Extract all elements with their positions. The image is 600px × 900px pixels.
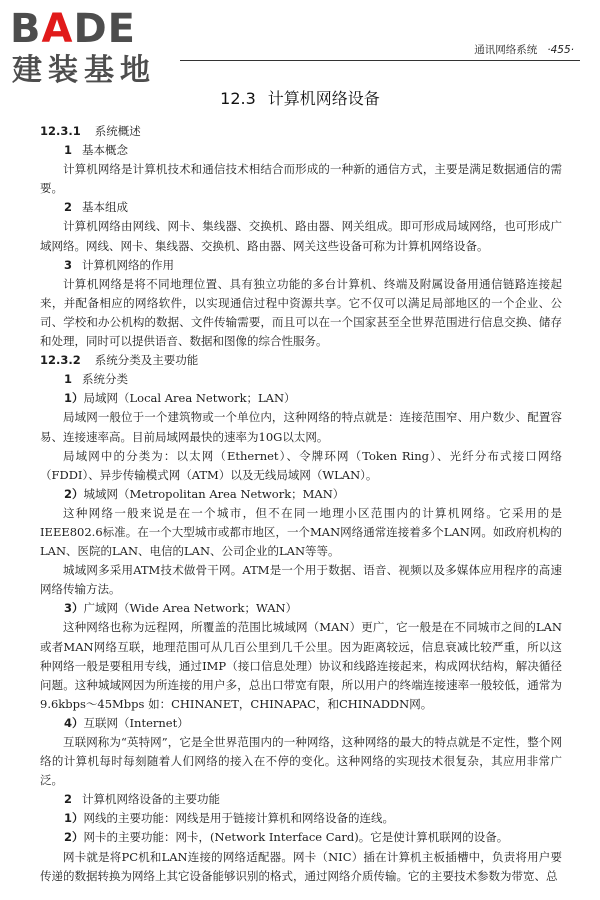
page-number: ·455· [547, 44, 574, 56]
subsection-number: 1 [64, 372, 73, 387]
subsection-title: 系统分类 [82, 372, 129, 387]
chapter-title: 计算机网络设备 [267, 89, 380, 108]
page-body [40, 122, 562, 886]
paragraph-basic-concept: 计算机网络是计算机技术和通信技术相结合而形成的一种新的通信方式，主要是满足数据通信的需要。 [40, 162, 562, 196]
item-heading-wan [40, 599, 562, 618]
logo-wordmark [10, 6, 136, 52]
logo-letter-b: B [10, 6, 42, 52]
item-heading-lan [40, 389, 562, 408]
paragraph-lan-types: 局域网中的分类为：以太网（Ethernet）、令牌环网（Token Ring）、光纤分布式接口网络（FDDI）、异步传输模式网（ATM）以及无线局域网（WLAN）。 [40, 448, 562, 482]
item-text: 网线的主要功能：网线是用于链接计算机和网络设备的连线。 [83, 811, 395, 826]
section-number: 12.3.2 [40, 353, 81, 368]
item-heading-internet [40, 714, 562, 733]
logo-letters-de: DE [73, 6, 136, 52]
logo-subtitle: 建装基地 [12, 53, 156, 88]
item-text: 互联网（Internet） [83, 715, 189, 730]
item-number: 1） [64, 811, 84, 826]
logo-letter-a: A [41, 6, 74, 52]
subsection-heading-device-functions [40, 790, 562, 809]
item-number: 2） [64, 486, 84, 501]
section-title: 系统分类及主要功能 [94, 353, 199, 368]
section-number: 12.3.1 [40, 124, 81, 138]
subsection-number: 1 [64, 143, 73, 158]
section-title: 系统概述 [94, 124, 141, 138]
item-text: 网卡的主要功能：网卡，(Network Interface Card)。它是使计算机联网的设备。 [83, 830, 509, 845]
item-text: 局域网（Local Area Network；LAN） [83, 391, 296, 406]
chapter-number: 12.3 [220, 89, 256, 108]
item-text: 广域网（Wide Area Network；WAN） [83, 601, 298, 616]
subsection-number: 3 [64, 257, 73, 272]
item-heading-man [40, 485, 562, 504]
paragraph-basic-composition: 计算机网络由网线、网卡、集线器、交换机、路由器、网关组成。即可形成局域网络，也可形成广域网络。网线、网卡、集线器、交换机、路由器、网关这些设备可称为计算机网络设备。 [40, 219, 562, 253]
item-number: 2） [64, 830, 84, 845]
item-number: 1） [64, 391, 84, 406]
subsection-heading-network-function [40, 256, 562, 275]
subsection-title: 基本组成 [82, 200, 129, 215]
paragraph-man-description: 这种网络一般来说是在一个城市，但不在同一地理小区范围内的计算机网络。它采用的是IEEE802.6标准。在一个大型城市或都市地区，一个MAN网络通常连接着多个LAN网。如政府机构的LAN、医院的LAN、电信的LAN、公司企业的LAN等等。 [40, 505, 562, 559]
item-number: 3） [64, 601, 84, 616]
item-text: 城域网（Metropolitan Area Network；MAN） [83, 486, 345, 501]
subsection-title: 计算机网络的作用 [82, 257, 175, 272]
item-number: 4） [64, 715, 84, 730]
paragraph-man-atm: 城域网多采用ATM技术做骨干网。ATM是一个用于数据、语音、视频以及多媒体应用程序的高速网络传输方法。 [40, 563, 562, 597]
subsection-heading-basic-concept [40, 141, 562, 160]
subsection-heading-system-classification [40, 370, 562, 389]
item-network-card [40, 828, 562, 847]
paragraph-internet-description: 互联网称为“英特网”，它是全世界范围内的一种网络，这种网络的最大的特点就是不定性，整个网络的计算机每时每刻随着人们网络的接入在不停的变化。这种网络的实现技术很复杂，其应用非常广泛。 [40, 735, 562, 788]
paragraph-network-card-description: 网卡就是将PC机和LAN连接的网络适配器。网卡（NIC）插在计算机主板插槽中，负责将用户要传递的数据转换为网络上其它设备能够识别的格式，通过网络介质传输。它的主要技术参数为带宽、总 [40, 849, 562, 883]
subsection-title: 计算机网络设备的主要功能 [82, 792, 221, 807]
item-network-cable [40, 809, 562, 828]
section-heading-12-3-1 [40, 122, 562, 141]
paragraph-network-function: 计算机网络是将不同地理位置、具有独立功能的多台计算机、终端及附属设备用通信链路连接起来，并配备相应的网络软件，以实现通信过程中资源共享。它不仅可以满足局部地区的一个企业、公司、学校和办公机构的数据、文件传输需要，而且可以在一个国家甚至全世界范围进行信息交换、储存和处理，同时可以提供语音、数据和图像的综合性服务。 [40, 276, 562, 349]
subsection-number: 2 [64, 792, 73, 807]
subsection-title: 基本概念 [82, 143, 129, 158]
paragraph-wan-description: 这种网络也称为远程网，所覆盖的范围比城域网（MAN）更广，它一般是在不同城市之间的LAN或者MAN网络互联，地理范围可从几百公里到几千公里。因为距离较远，信息衰减比较严重，所以这种网络一般是要租用专线，通过IMP（接口信息处理）协议和线路连接起来，构成网状结构，解决循径问题。这种城域网因为所连接的用户多，总出口带宽有限，所以用户的终端连接速率一般较低，通常为9.6kbps～45Mbps 如：CHINANET，CHINAPAC，和CHINADDN网。 [40, 620, 562, 711]
subsection-number: 2 [64, 200, 73, 215]
chapter-heading [0, 86, 600, 109]
paragraph-lan-description: 局域网一般位于一个建筑物或一个单位内，这种网络的特点就是：连接范围窄、用户数少、配置容易、连接速率高。目前局域网最快的速率为10G以太网。 [40, 410, 562, 444]
running-header [474, 42, 574, 57]
publisher-logo [10, 6, 186, 92]
header-rule [180, 60, 580, 61]
section-heading-12-3-2 [40, 351, 562, 370]
running-header-title: 通讯网络系统 [474, 44, 538, 56]
subsection-heading-basic-composition [40, 198, 562, 217]
